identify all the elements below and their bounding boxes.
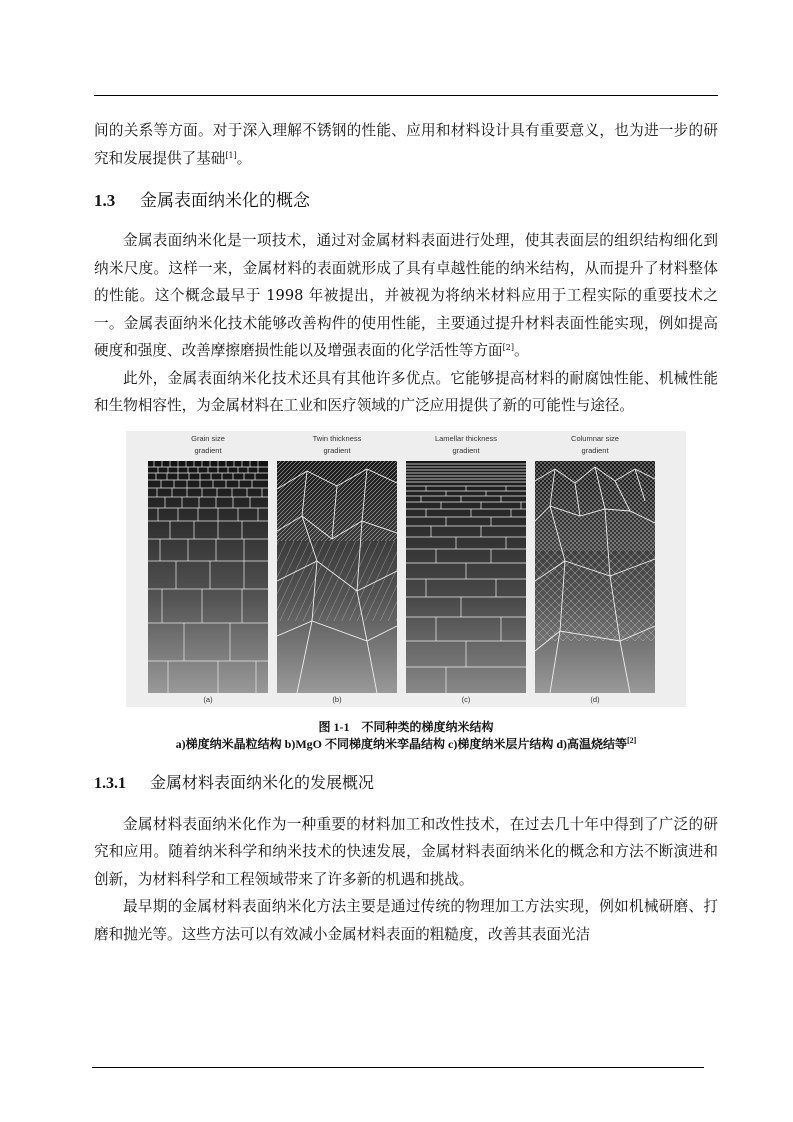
panel-d-title: Columnar size [571, 433, 619, 443]
figure-panel-a [146, 431, 270, 707]
panel-c-label: (c) [461, 694, 471, 704]
figure-panel-c [404, 431, 528, 707]
subsection-title: 金属材料表面纳米化的发展概况 [150, 772, 375, 792]
section-number: 1.3 [94, 191, 116, 210]
panel-a-label: (a) [203, 694, 213, 704]
grain-size-gradient-image [148, 461, 268, 693]
panel-c-title: Lamellar thickness [434, 433, 498, 443]
figure-caption-title: 图 1-1 不同种类的梯度纳米结构 [318, 719, 494, 734]
page-content [94, 117, 718, 948]
panel-a-title: Grain size [191, 433, 225, 443]
footer-rule [92, 1067, 704, 1068]
panel-d-subtitle: gradient [581, 445, 609, 455]
lamellar-thickness-gradient-image [406, 461, 526, 693]
section-paragraph-2: 此外，金属表面纳米化技术还具有其他许多优点。它能够提高材料的耐腐蚀性能、机械性能和生物相容性，为金属材料在工业和医疗领域的广泛应用提供了新的可能性与途径。 [94, 369, 718, 414]
section-title: 金属表面纳米化的概念 [140, 191, 310, 211]
section-paragraph-1: 金属表面纳米化是一项技术，通过对金属材料表面进行处理，使其表面层的组织结构细化到纳米尺度。这样一来，金属材料的表面就形成了具有卓越性能的纳米结构，从而提升了材料整体的性能。这个概念最早于 1998 年被提出，并被视为将纳米材料应用于工程实际的重要技术之一。金属表面纳米化技术能够改善构件的使用性能，主要通过提升材料表面性能实现，例如提高硬度和强度、改善摩擦磨损性能以及增强表面的化学活性等方面[2]。 [94, 232, 718, 359]
figure-caption-description: a)梯度纳米晶粒结构 b)MgO 不同梯度纳米孪晶结构 c)梯度纳米层片结构 d)高温烧结等[2] [175, 735, 637, 751]
columnar-size-gradient-image [535, 461, 655, 693]
panel-b-title: Twin thickness [312, 433, 362, 443]
subsection-paragraph-1: 金属材料表面纳米化作为一种重要的材料加工和改性技术，在过去几十年中得到了广泛的研究和应用。随着纳米科学和纳米技术的快速发展，金属材料表面纳米化的概念和方法不断演进和创新，为材料科学和工程领域带来了许多新的机遇和挑战。 [94, 815, 718, 888]
citation-ref[interactable]: [2] [627, 735, 637, 745]
gradient-nanostructure-figure [126, 431, 686, 707]
subsection-paragraph-2: 最早期的金属材料表面纳米化方法主要是通过传统的物理加工方法实现，例如机械研磨、打磨和抛光等。这些方法可以有效减小金属材料表面的粗糙度，改善其表面光洁 [94, 898, 718, 943]
subsection-number: 1.3.1 [94, 774, 126, 792]
citation-ref[interactable]: [1] [225, 150, 237, 160]
panel-c-subtitle: gradient [452, 445, 480, 455]
figure-panel-b [275, 431, 399, 707]
panel-b-label: (b) [332, 694, 342, 704]
section-heading [94, 188, 718, 214]
citation-ref[interactable]: [2] [502, 343, 514, 352]
intro-paragraph: 间的关系等方面。对于深入理解不锈钢的性能、应用和材料设计具有重要意义，也为进一步的研究和发展提供了基础[1]。 [94, 122, 718, 167]
subsection-heading [94, 770, 718, 797]
figure-panel-d [533, 431, 657, 707]
panel-b-subtitle: gradient [323, 445, 351, 455]
panel-d-label: (d) [590, 694, 600, 704]
panel-a-subtitle: gradient [194, 445, 222, 455]
header-rule [94, 95, 718, 96]
twin-thickness-gradient-image [277, 461, 397, 693]
